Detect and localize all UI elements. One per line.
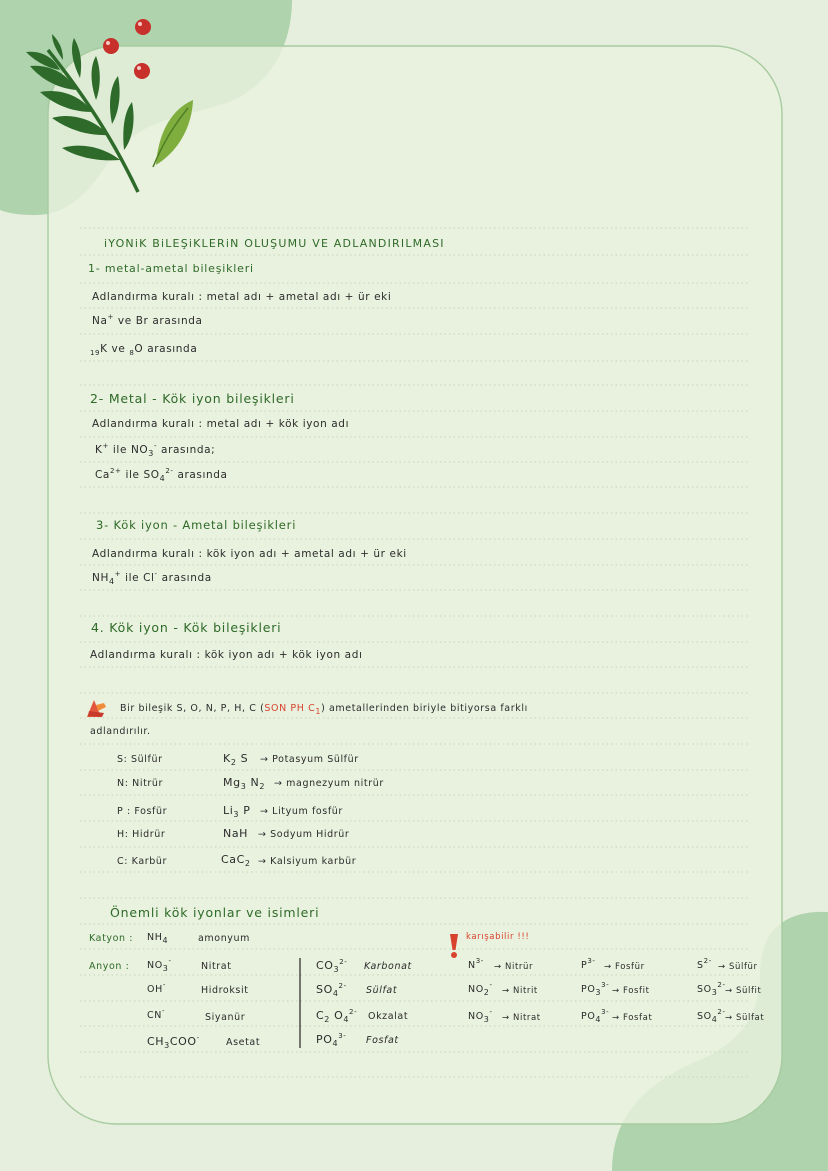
suffix-result: → Kalsiyum karbür bbox=[258, 856, 357, 867]
ion-name: Siyanür bbox=[205, 1012, 246, 1023]
section-1-rule: Adlandırma kuralı : metal adı + ametal adı + ür eki bbox=[92, 291, 392, 303]
ion-name: → Fosfit bbox=[612, 986, 650, 996]
warning-label: karışabilir !!! bbox=[466, 932, 530, 942]
ion-formula: $PO_4^{3-}$ bbox=[581, 1008, 610, 1024]
section-2-line-3: $Ca^{2+}$ ile $SO_4^{2-}$ arasında bbox=[95, 467, 228, 483]
suffix-label: N: Nitrür bbox=[117, 778, 164, 789]
section-1-line-2: Na+ ve Br arasında bbox=[92, 313, 203, 327]
suffix-label: P : Fosfür bbox=[117, 806, 168, 817]
suffix-formula: $K_2$ S bbox=[223, 752, 249, 767]
suffix-result: → Lityum fosfür bbox=[260, 806, 343, 817]
kation-name: amonyum bbox=[198, 933, 251, 944]
ion-name: Sülfat bbox=[366, 985, 398, 996]
ion-name: Hidroksit bbox=[201, 985, 249, 996]
section-1-line-3: $_{19}$K ve $_8$O arasında bbox=[90, 343, 198, 357]
ion-name: → Sülfit bbox=[725, 986, 762, 996]
ion-formula: $SO_4^{2-}$ bbox=[697, 1008, 726, 1024]
ion-formula: $PO_3^{3-}$ bbox=[581, 981, 610, 997]
exclamation-icon bbox=[447, 932, 461, 960]
suffix-label: H: Hidrür bbox=[117, 829, 166, 840]
page-title: iYONiK BiLEŞiKLERiN OLUŞUMU VE ADLANDIRILMASI bbox=[104, 237, 445, 250]
ion-formula: $N^{3-}$ bbox=[468, 957, 484, 971]
kation-label: Katyon : bbox=[89, 933, 134, 944]
section-3-line-2: $NH_4^+$ ile Cl- arasında bbox=[92, 570, 212, 586]
ion-name: Okzalat bbox=[368, 1011, 409, 1022]
ion-formula: $CH_3COO^-$ bbox=[147, 1034, 200, 1050]
ion-formula: $NO_2^-$ bbox=[468, 981, 493, 997]
ions-heading: Önemli kök iyonlar ve isimleri bbox=[110, 905, 320, 920]
warning-hand-icon bbox=[84, 697, 108, 719]
section-3-rule: Adlandırma kuralı : kök iyon adı + ametal adı + ür eki bbox=[92, 548, 407, 560]
ion-formula: $C_2$ $O_4^{2-}$ bbox=[316, 1008, 358, 1024]
ion-name: → Nitrat bbox=[502, 1013, 541, 1023]
suffix-formula: CaC$_2$ bbox=[221, 853, 251, 868]
ion-formula: $PO_4^{3-}$ bbox=[316, 1032, 347, 1048]
suffix-label: S: Sülfür bbox=[117, 754, 163, 765]
suffix-result: → magnezyum nitrür bbox=[274, 778, 384, 789]
ion-name: → Fosfür bbox=[604, 962, 645, 972]
suffix-formula: NaH bbox=[223, 827, 249, 840]
section-2-line-2: K+ ile $NO_3^-$ arasında; bbox=[95, 442, 216, 458]
ion-formula: $S^{2-}$ bbox=[697, 957, 712, 971]
ion-formula: $P^{3-}$ bbox=[581, 957, 596, 971]
suffix-result: → Potasyum Sülfür bbox=[260, 754, 359, 765]
suffix-result: → Sodyum Hidrür bbox=[258, 829, 350, 840]
section-4-rule: Adlandırma kuralı : kök iyon adı + kök iyon adı bbox=[90, 649, 363, 661]
ion-name: → Sülfat bbox=[725, 1013, 765, 1023]
section-3-heading: 3- Kök iyon - Ametal bileşikleri bbox=[96, 518, 297, 532]
ion-formula: $CO_3^{2-}$ bbox=[316, 958, 348, 974]
suffix-formula: $Mg_3$ $N_2$ bbox=[223, 776, 266, 791]
note-line-1: Bir bileşik S, O, N, P, H, C (SON PH $C_1$) ametallerinden biriyle bitiyorsa farklı bbox=[120, 703, 528, 716]
ion-formula: $SO_4^{2-}$ bbox=[316, 982, 347, 998]
suffix-label: C: Karbür bbox=[117, 856, 168, 867]
ion-formula: $SO_3^{2-}$ bbox=[697, 981, 726, 997]
ion-name: Asetat bbox=[226, 1037, 261, 1048]
ion-name: Nitrat bbox=[201, 961, 232, 972]
suffix-formula: $Li_3$ P bbox=[223, 804, 251, 819]
ion-name: → Fosfat bbox=[612, 1013, 653, 1023]
ion-name: Fosfat bbox=[366, 1035, 399, 1046]
ion-formula: CN- bbox=[147, 1007, 166, 1021]
section-4-heading: 4. Kök iyon - Kök bileşikleri bbox=[91, 620, 282, 635]
kation-formula: $NH_4$ bbox=[147, 932, 169, 945]
ion-formula: OH- bbox=[147, 981, 166, 995]
section-2-heading: 2- Metal - Kök iyon bileşikleri bbox=[90, 391, 295, 406]
section-1-heading: 1- metal-ametal bileşikleri bbox=[88, 262, 254, 275]
ion-name: → Sülfür bbox=[718, 962, 758, 972]
ion-formula: $NO_3^-$ bbox=[468, 1008, 493, 1024]
anyon-label: Anyon : bbox=[89, 961, 130, 972]
note-line-2: adlandırılır. bbox=[90, 726, 151, 737]
ion-name: → Nitrit bbox=[502, 986, 538, 996]
section-2-rule: Adlandırma kuralı : metal adı + kök iyon adı bbox=[92, 418, 350, 430]
ion-name: Karbonat bbox=[364, 961, 412, 972]
ion-formula: $NO_3^-$ bbox=[147, 957, 172, 973]
ion-name: → Nitrür bbox=[494, 962, 534, 972]
